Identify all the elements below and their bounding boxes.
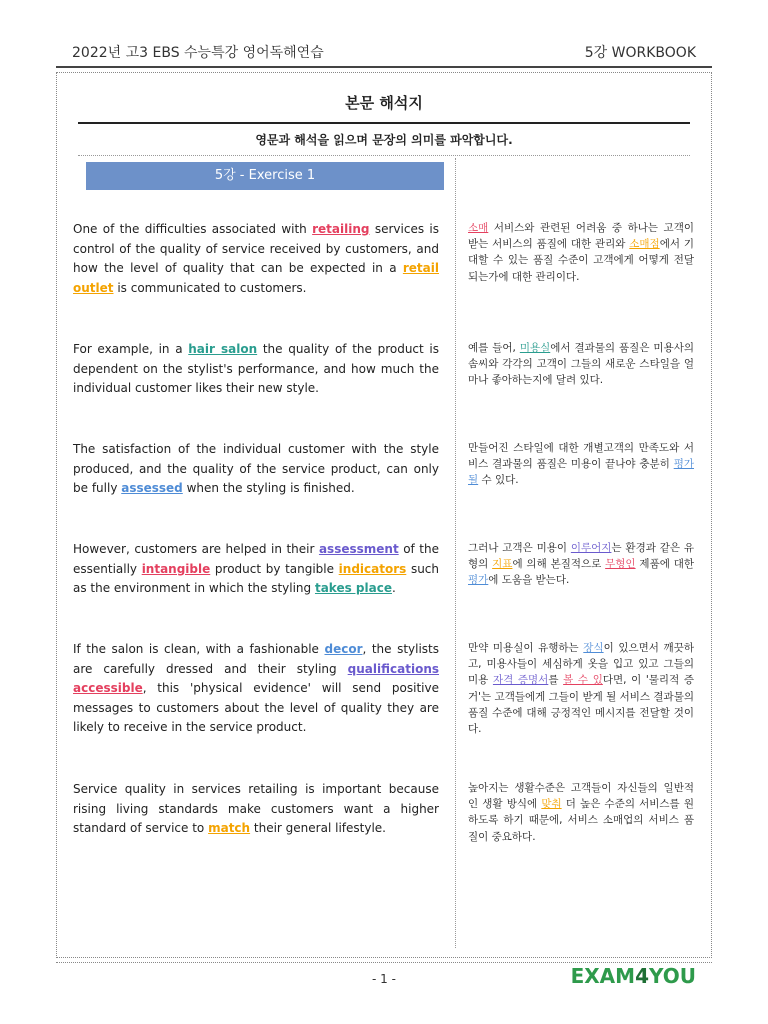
keyword-qualifications: qualifications <box>347 661 439 676</box>
paragraph-1-english: One of the difficulties associated with retailing services is control of the quality of service received by customers, and how the level of quality that can be expected in a retail outlet is communicated to customers. <box>73 222 439 295</box>
paragraph-5-english: If the salon is clean, with a fashionable decor, the stylists are carefully dressed and their styling qualifications accessible, this 'physical evidence' will send positive messages to customers about the level of quality they are likely to receive in the service product. <box>73 642 440 734</box>
page-title: 본문 해석지 <box>345 94 423 112</box>
paragraph-1-korean: 소매 서비스와 관련된 어려움 중 하나는 고객이 받는 서비스의 품질에 대한 관리와 소매점에서 기대할 수 있는 품질 수준이 고객에게 어떻게 전달되는가에 대한 관리이다. <box>468 222 694 283</box>
keyword-ko-hair-salon: 미용실 <box>519 342 551 354</box>
paragraph-4-english: However, customers are helped in their assessment of the essentially intangible product by tangible indicators such as the environment in which the styling takes place. <box>73 542 439 595</box>
header-divider <box>56 66 712 68</box>
keyword-ko-takes-place: 이루어지 <box>570 542 612 554</box>
keyword-ko-accessible: 볼 수 있 <box>563 674 603 687</box>
keyword-indicators: indicators <box>338 561 407 576</box>
keyword-ko-retail: 소매 <box>468 222 489 234</box>
keyword-ko-retail-outlet: 소매점 <box>629 238 660 251</box>
paragraph-2-english: For example, in a hair salon the quality of the product is dependent on the stylist's performance, and how much the individual customer likes their new style. <box>73 342 440 395</box>
exam4you-logo: EXAM4YOU <box>570 964 696 988</box>
title-rule <box>78 122 690 124</box>
footer-rule <box>56 962 712 963</box>
subtitle-rule <box>78 155 690 156</box>
paragraph-3-english: The satisfaction of the individual customer with the style produced, and the quality of the service product, can only be fully assessed when the styling is finished. <box>73 442 439 495</box>
keyword-decor: decor <box>324 642 363 656</box>
page-subtitle: 영문과 해석을 읽으며 문장의 의미를 파악합니다. <box>255 133 513 147</box>
keyword-intangible: intangible <box>141 561 211 576</box>
keyword-ko-indicators: 지표 <box>492 558 513 571</box>
keyword-assessment: assessment <box>318 542 399 556</box>
keyword-retail-outlet: retail outlet <box>73 261 439 295</box>
keyword-ko-assessment: 평가 <box>468 574 489 587</box>
page-number: - 1 - <box>372 972 396 986</box>
keyword-ko-qualifications: 자격 증명서 <box>492 674 549 687</box>
keyword-ko-match: 맞춰 <box>541 798 562 811</box>
header-course-title: 2022년 고3 EBS 수능특강 영어독해연습 <box>72 45 324 61</box>
paragraph-6-korean: 높아지는 생활수준은 고객들이 자신들의 일반적인 생활 방식에 맞춰 더 높은 수준의 서비스를 원하도록 하기 때문에, 서비스 소매업의 서비스 품질이 중요하다. <box>468 782 695 843</box>
keyword-assessed: assessed <box>121 481 183 495</box>
keyword-takes-place: takes place <box>314 581 392 595</box>
keyword-accessible: accessible <box>73 681 143 695</box>
exercise-label: 5강 - Exercise 1 <box>86 162 444 190</box>
paragraph-2-korean: 예를 들어, 미용실에서 결과물의 품질은 미용사의 솜씨와 각각의 고객이 그들의 새로운 스타일을 얼마나 좋아하는지에 달려 있다. <box>468 342 694 387</box>
paragraph-4-korean: 그러나 고객은 미용이 이루어지는 환경과 같은 유형의 지표에 의해 본질적으로 무형인 제품에 대한 평가에 도움을 받는다. <box>468 542 694 587</box>
keyword-ko-assessed: 평가될 <box>468 458 694 487</box>
keyword-hair-salon: hair salon <box>188 342 258 356</box>
keyword-match: match <box>208 821 251 835</box>
keyword-ko-intangible: 무형인 <box>605 558 636 571</box>
paragraph-3-korean: 만들어진 스타일에 대한 개별고객의 만족도와 서비스 결과물의 품질은 미용이 끝나야 충분히 평가될 수 있다. <box>468 442 694 487</box>
column-divider <box>455 158 456 948</box>
paragraph-6-english: Service quality in services retailing is important because rising living standards make customers want a higher standard of service to match their general lifestyle. <box>73 782 439 835</box>
keyword-ko-decor: 장식 <box>583 642 604 654</box>
header-workbook-label: 5강 WORKBOOK <box>584 45 696 61</box>
keyword-retailing: retailing <box>312 222 370 236</box>
paragraph-5-korean: 만약 미용실이 유행하는 장식이 있으면서 깨끗하고, 미용사들이 세심하게 옷을 입고 있고 그들의 미용 자격 증명서를 볼 수 있다면, 이 '물리적 증거'는 고객들에게 그들이 받게 될 서비스 결과물의 품질 수준에 대해 긍정적인 메시지를 전달할 것이다. <box>468 642 695 736</box>
